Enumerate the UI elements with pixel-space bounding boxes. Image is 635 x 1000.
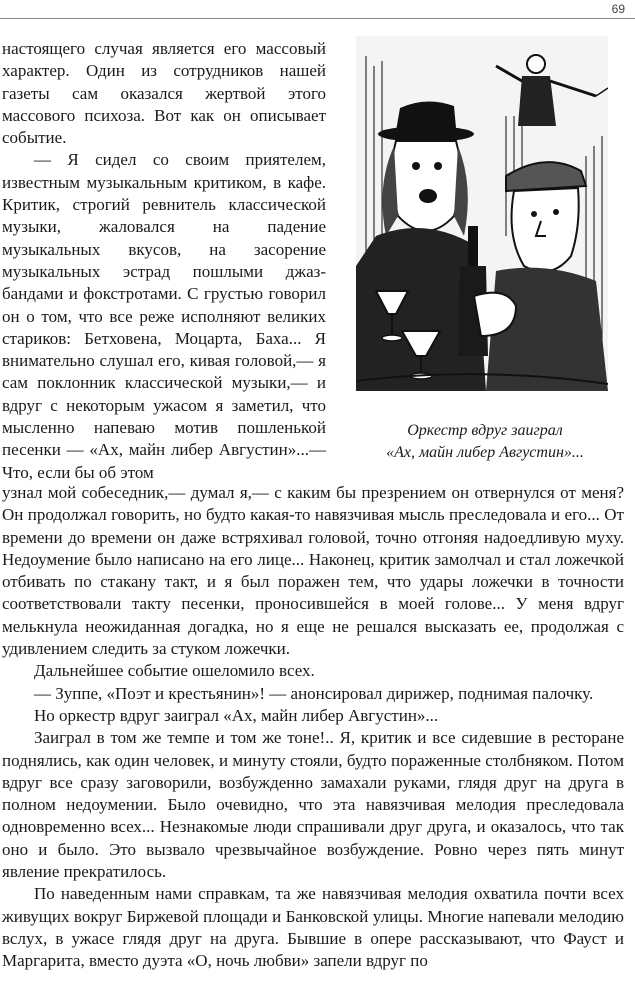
caption-line: Оркестр вдруг заиграл xyxy=(407,422,563,439)
paragraph: Но оркестр вдруг заиграл «Ах, майн либер Августин»... xyxy=(34,705,439,725)
figure-caption xyxy=(340,420,630,464)
paragraph: узнал мой собеседник,— думал я,— с каким бы презрением он отвернулся от меня? Он продолжал говорить, но будто какая-то навязчивая мысль преследовала и его... От времени до времени он даже встряхивал головой, точно отгоняя надоедливую муху. Недоумение было написано на его лице... Наконец, критик замолчал и стал ложечкой отбивать по стакану такт, и я был поражен тем, что удары ложечки в точности соответствовали такту песенки, проносившейся в моей голове... У меня вдруг мелькнула неожиданная догадка, но я еще не решался высказать ее, продолжая с удивлением следить за стуком ложечки. xyxy=(2,483,624,659)
caption-line: «Ах, майн либер Августин»... xyxy=(386,444,584,461)
cafe-illustration xyxy=(356,36,608,391)
header-rule xyxy=(0,18,635,19)
column-text xyxy=(2,38,326,484)
page-number: 69 xyxy=(611,2,625,16)
paragraph: — Я сидел со своим приятелем, известным музыкальным критиком, в кафе. Критик, строгий ревнитель классической музыки, жаловался на падение музыкальных вкусов, на засорение музыкальных эстрад пошлыми джаз-бандами и фокстротами. С грустью говорил он о том, что все реже исполняют великих стариков: Бетховена, Моцарта, Баха... Я внимательно слушал его, кивая головой,— я сам поклонник классической музыки,— и вдруг с некоторым ужасом я заметил, что мысленно напеваю мотив пошленькой песенки — «Ах, майн либер Августин»...— Что, если бы об этом xyxy=(2,150,326,482)
paragraph: Заиграл в том же темпе и том же тоне!.. Я, критик и все сидевшие в ресторане поднялись, как один человек, и минуту стояли, будто пораженные столбняком. Потом вдруг все сразу заговорили, возбужденно замахали руками, глядя друг на друга в полном недоумении. Было очевидно, что эта навязчивая мелодия преследовала одновременно всех... Незнакомые люди спрашивали друг друга, и оказалось, что так оно и было. Это вызвало чрезвычайное возбуждение. Ровно через пять минут явление прекратилось. xyxy=(2,728,624,882)
paragraph: Дальнейшее событие ошеломило всех. xyxy=(34,661,315,681)
paragraph: настоящего случая является его массовый характер. Один из сотрудников нашей газеты сам оказался жертвой этого массового психоза. Вот как он описывает событие. xyxy=(2,39,326,148)
paragraph: — Зуппе, «Поэт и крестьянин»! — анонсировал дирижер, поднимая палочку. xyxy=(34,683,594,703)
paragraph: По наведенным нами справкам, та же навязчивая мелодия охватила почти всех живущих вокруг Биржевой площади и Банковской улицы. Многие напевали мелодию вслух, в ужасе глядя друг на друга. Бывшие в опере рассказывают, что Фауст и Маргарита, вместо дуэта «О, ночь любви» запели вдруг по xyxy=(2,884,624,971)
body-text xyxy=(2,482,624,973)
